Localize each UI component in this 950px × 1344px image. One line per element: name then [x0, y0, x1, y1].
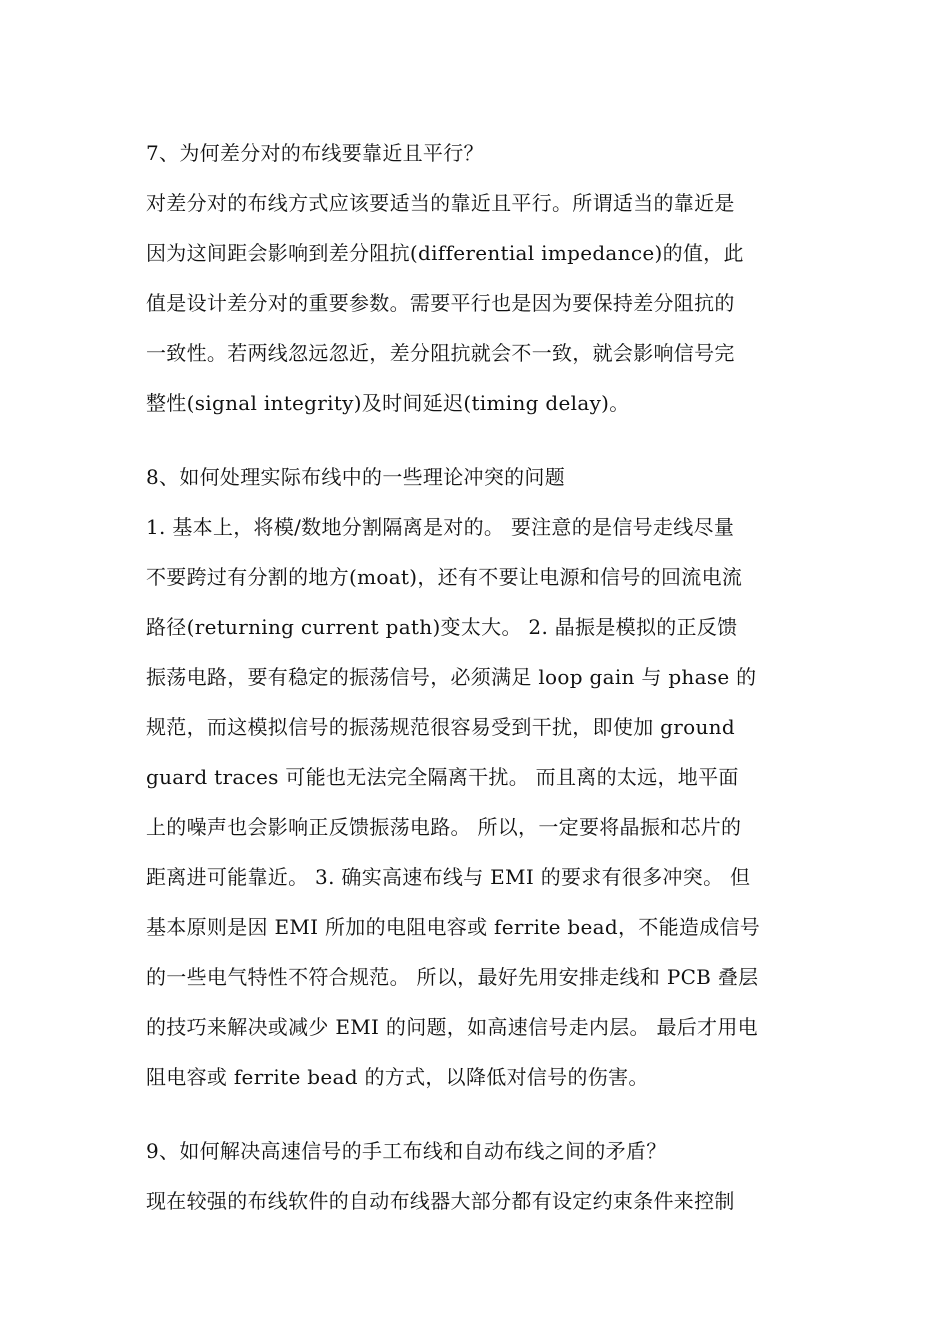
paragraph-line: 的一些电气特性不符合规范。 所以，最好先用安排走线和 PCB 叠层 [146, 965, 759, 989]
paragraph-line: 路径(returning current path)变太大。 2. 晶振是模拟的正反馈 [146, 615, 738, 639]
paragraph-line: guard traces 可能也无法完全隔离干扰。 而且离的太远，地平面 [146, 765, 739, 789]
section-heading: 7、为何差分对的布线要靠近且平行？ [146, 141, 484, 165]
section-9 [146, 1126, 812, 1226]
paragraph-line: 现在较强的布线软件的自动布线器大部分都有设定约束条件来控制 [146, 1189, 735, 1213]
paragraph-line: 1. 基本上，将模/数地分割隔离是对的。 要注意的是信号走线尽量 [146, 515, 735, 539]
paragraph-line: 的技巧来解决或减少 EMI 的问题，如高速信号走内层。 最后才用电 [146, 1015, 758, 1039]
paragraph-line: 阻电容或 ferrite bead 的方式，以降低对信号的伤害。 [146, 1065, 649, 1089]
paragraph-line: 对差分对的布线方式应该要适当的靠近且平行。所谓适当的靠近是 [146, 191, 735, 215]
section-7 [146, 128, 812, 428]
paragraph-line: 上的噪声也会影响正反馈振荡电路。 所以，一定要将晶振和芯片的 [146, 815, 742, 839]
paragraph-line: 距离进可能靠近。 3. 确实高速布线与 EMI 的要求有很多冲突。 但 [146, 865, 751, 889]
section-8 [146, 452, 812, 1102]
section-divider [146, 428, 812, 452]
section-heading: 8、如何处理实际布线中的一些理论冲突的问题 [146, 465, 566, 489]
paragraph-line: 不要跨过有分割的地方(moat)，还有不要让电源和信号的回流电流 [146, 565, 743, 589]
paragraph-line: 振荡电路，要有稳定的振荡信号，必须满足 loop gain 与 phase 的 [146, 665, 757, 689]
paragraph-line: 值是设计差分对的重要参数。需要平行也是因为要保持差分阻抗的 [146, 291, 735, 315]
section-heading: 9、如何解决高速信号的手工布线和自动布线之间的矛盾？ [146, 1139, 667, 1163]
section-divider [146, 1102, 812, 1126]
paragraph-line: 整性(signal integrity)及时间延迟(timing delay)。 [146, 391, 630, 415]
paragraph-line: 一致性。若两线忽远忽近，差分阻抗就会不一致，就会影响信号完 [146, 341, 735, 365]
paragraph-line: 基本原则是因 EMI 所加的电阻电容或 ferrite bead，不能造成信号 [146, 915, 761, 939]
paragraph-line: 因为这间距会影响到差分阻抗(differential impedance)的值，此 [146, 241, 744, 265]
document-page [146, 128, 812, 1226]
paragraph-line: 规范，而这模拟信号的振荡规范很容易受到干扰，即使加 ground [146, 715, 735, 739]
